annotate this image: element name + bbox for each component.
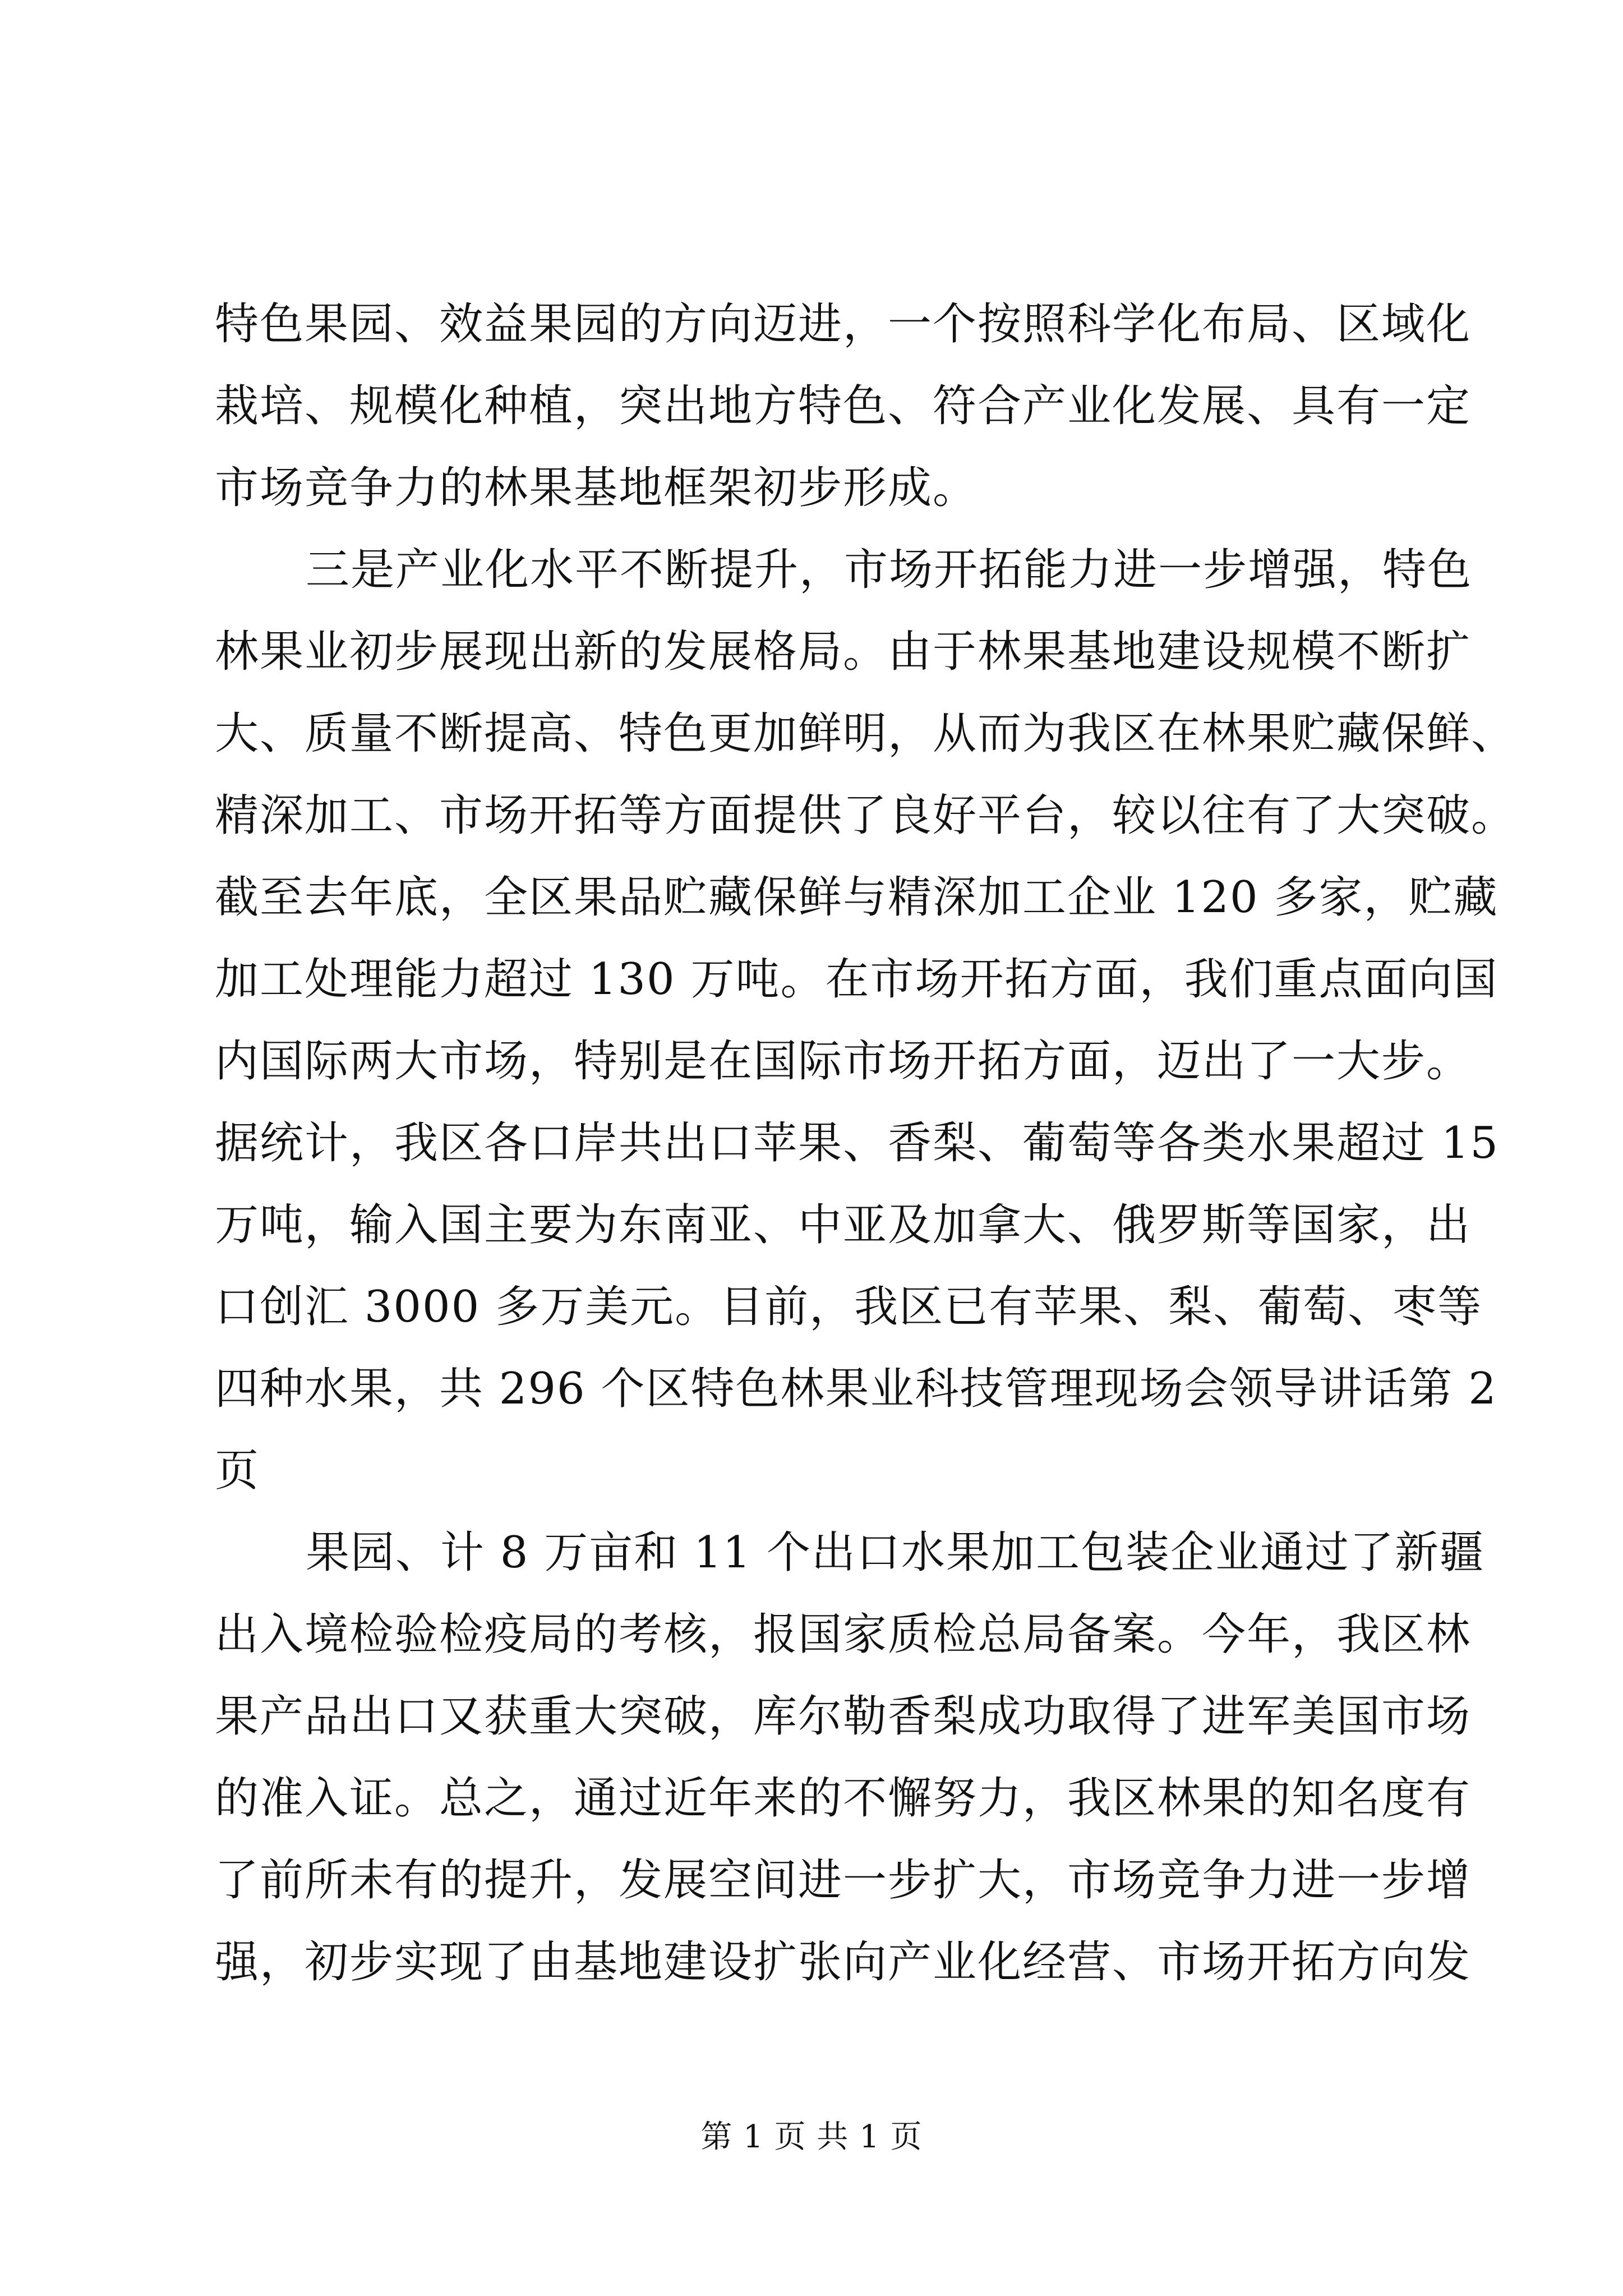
- text-line: 据统计，我区各口岸共出口苹果、香梨、葡萄等各类水果超过 15: [215, 1118, 1500, 1168]
- text-line: 截至去年底，全区果品贮藏保鲜与精深加工企业 120 多家，贮藏: [215, 872, 1498, 923]
- document-body: [215, 283, 1516, 2003]
- text-line: 强，初步实现了由基地建设扩张向产业化经营、市场开拓方向发: [215, 1937, 1472, 1987]
- text-line: 特色果园、效益果园的方向迈进，一个按照科学化布局、区域化: [215, 299, 1472, 349]
- text-line: 加工处理能力超过 130 万吨。在市场开拓方面，我们重点面向国: [215, 954, 1498, 1005]
- page-footer: 第 1 页 共 1 页: [700, 2119, 923, 2155]
- text-line: 页: [215, 1446, 260, 1496]
- text-line: 林果业初步展现出新的发展格局。由于林果基地建设规模不断扩: [215, 627, 1472, 677]
- text-line: 四种水果，共 296 个区特色林果业科技管理现场会领导讲话第 2: [215, 1364, 1497, 1414]
- text-line: 口创汇 3000 多万美元。目前，我区已有苹果、梨、葡萄、枣等: [215, 1282, 1483, 1332]
- text-line: 的准入证。总之，通过近年来的不懈努力，我区林果的知名度有: [215, 1773, 1472, 1824]
- text-line: 精深加工、市场开拓等方面提供了良好平台，较以往有了大突破。: [215, 790, 1516, 841]
- paragraph-first-line: 三是产业化水平不断提升，市场开拓能力进一步增强，特色: [306, 545, 1473, 595]
- text-line: 大、质量不断提高、特色更加鲜明，从而为我区在林果贮藏保鲜、: [215, 708, 1516, 759]
- text-line: 市场竞争力的林果基地框架初步形成。: [215, 463, 978, 513]
- paragraph-first-line: 果园、计 8 万亩和 11 个出口水果加工包装企业通过了新疆: [306, 1527, 1485, 1578]
- text-line: 了前所未有的提升，发展空间进一步扩大，市场竞争力进一步增: [215, 1855, 1472, 1906]
- text-line: 出入境检验检疫局的考核，报国家质检总局备案。今年，我区林: [215, 1609, 1472, 1660]
- text-line: 果产品出口又获重大突破，库尔勒香梨成功取得了进军美国市场: [215, 1691, 1472, 1742]
- text-line: 万吨，输入国主要为东南亚、中亚及加拿大、俄罗斯等国家，出: [215, 1200, 1472, 1250]
- text-line: 栽培、规模化种植，突出地方特色、符合产业化发展、具有一定: [215, 381, 1472, 431]
- text-line: 内国际两大市场，特别是在国际市场开拓方面，迈出了一大步。: [215, 1036, 1472, 1087]
